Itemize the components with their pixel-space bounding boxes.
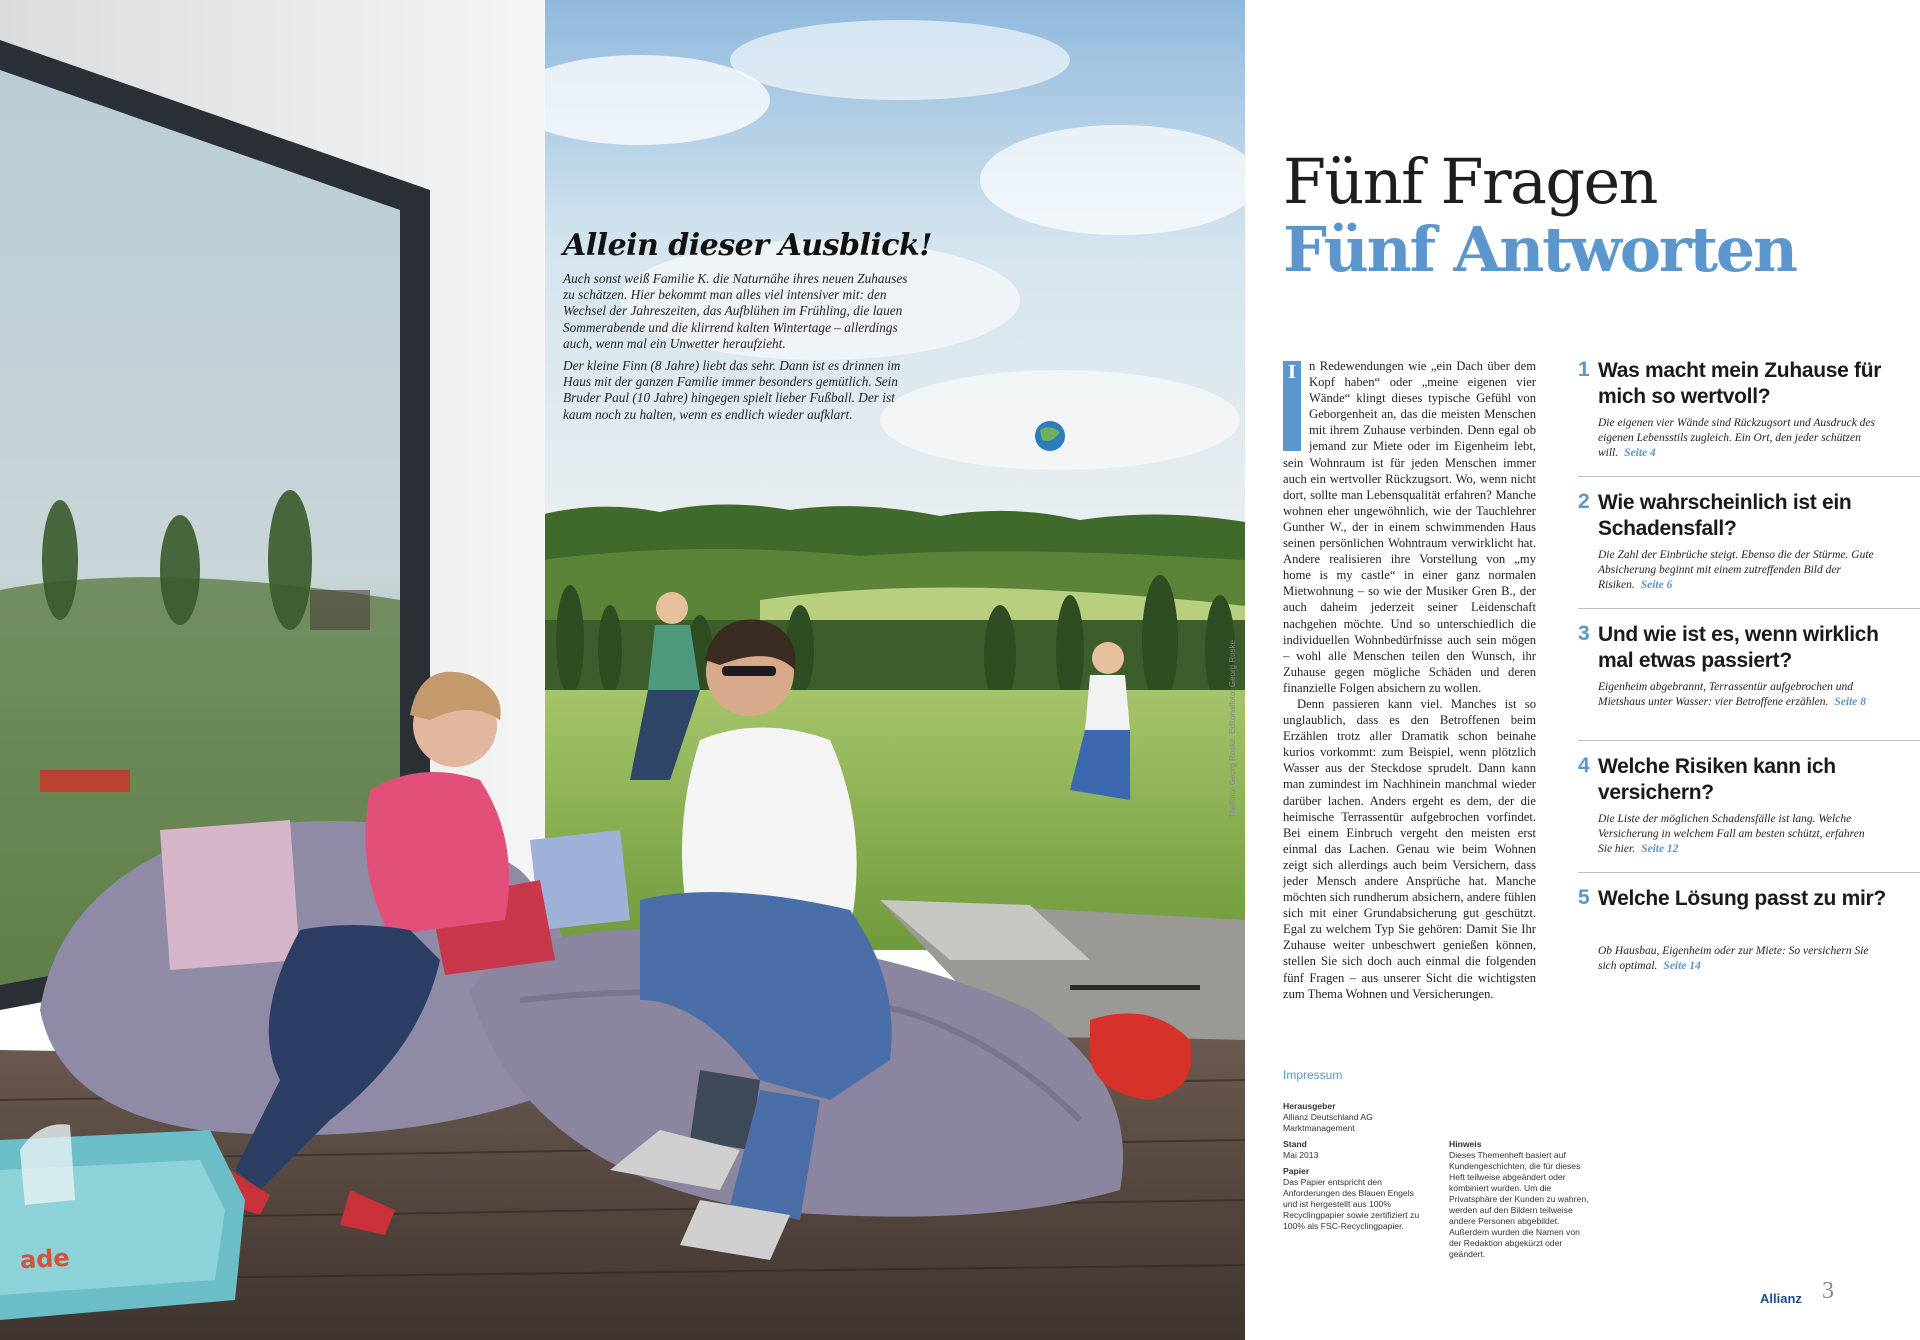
impressum-label: Hinweis bbox=[1449, 1139, 1482, 1149]
page-number: 3 bbox=[1822, 1278, 1834, 1304]
impressum-heading: Impressum bbox=[1283, 1068, 1343, 1082]
drop-cap: I bbox=[1283, 361, 1301, 451]
impressum-columns bbox=[1283, 1101, 1663, 1260]
caption-paragraph-2: Der kleine Finn (8 Jahre) liebt das sehr. Dann ist es drinnen im Haus mit der ganzen Familie immer besonders gemütlich. Sein Bruder Paul (10 Jahre) hingegen spielt lieber Fußball. Der ist kaum noch zu halten, wenn es endlich wieder aufklart. bbox=[563, 358, 901, 422]
impressum-value: Mai 2013 bbox=[1283, 1150, 1319, 1160]
question-number: 3 bbox=[1578, 622, 1590, 645]
question-number: 2 bbox=[1578, 490, 1590, 513]
question-item bbox=[1578, 886, 1920, 1018]
article-paragraph-1 bbox=[1283, 358, 1536, 696]
caption-paragraph-1: Auch sonst weiß Familie K. die Naturnähe ihres neuen Zuhauses zu schätzen. Hier bekommt man alles viel intensiver mit: den Wechsel der Jahreszeiten, das Aufblühen im Frühling, die lauen Sommerabende und die klirrend kalten Wintertage – allerdings auch, wenn mal ein Unwetter heraufzieht. bbox=[563, 271, 908, 351]
divider bbox=[1578, 872, 1920, 873]
question-description bbox=[1598, 944, 1878, 974]
impressum-label: Stand bbox=[1283, 1139, 1307, 1149]
question-number: 1 bbox=[1578, 358, 1590, 381]
question-description-text: Eigenheim abgebrannt, Terrassentür aufgebrochen und Mietshaus unter Wasser: vier Betroffene erzählen. bbox=[1598, 681, 1854, 708]
question-list bbox=[1578, 358, 1920, 1018]
question-title: Wie wahrscheinlich ist ein Schadensfall? bbox=[1598, 491, 1852, 540]
question-description bbox=[1598, 416, 1878, 461]
divider bbox=[1578, 740, 1920, 741]
question-page-link[interactable]: Seite 6 bbox=[1640, 579, 1673, 591]
headline-line-2: Fünf Antworten bbox=[1283, 213, 1796, 286]
article-paragraph-2: Denn passieren kann viel. Manches ist so unglaublich, dass es den Betroffenen beim Erzählen trotz aller Dramatik schon beinahe kurios vorkommt: zum Beispiel, wenn plötzlich Wasser aus der Steckdose sprudelt. Dann kann man zumindest im Nachhinein manchmal wieder darüber lachen. Anders ergeht es dem, der die heimische Terrassentür aufgebrochen vorfindet. Bei einem Einbruch vergeht den meisten erst einmal das Lachen. Genau wie beim Wohnen zeigt sich allerdings auch beim Versichern, dass jeder Mensch andere Ansprüche hat. Manche möchten sich rundherum absichern, andere fühlen sich mit einer Grundabsicherung gut geschützt. Egal zu welchem Typ Sie gehören: Damit Sie Ihr Zuhause weiter unbeschwert genießen können, stellen Sie sich doch auch einmal die folgenden fünf Fragen – aus unserer Sicht die wichtigsten zum Thema Wohnen und Versicherungen. bbox=[1283, 696, 1536, 1001]
page-headline bbox=[1283, 145, 1796, 286]
photo-credit: Titelfoto: Georg Roske; Editorialfoto: Georg Roske bbox=[1228, 639, 1237, 818]
question-item bbox=[1578, 358, 1920, 490]
question-description bbox=[1598, 812, 1878, 857]
question-number: 4 bbox=[1578, 754, 1590, 777]
question-title: Was macht mein Zuhause für mich so wertvoll? bbox=[1598, 359, 1882, 408]
divider bbox=[1578, 608, 1920, 609]
question-description-text: Die eigenen vier Wände sind Rückzugsort und Ausdruck des eigenen Lebensstils zugleich. Ein Ort, den jeder schützen will. bbox=[1598, 417, 1876, 459]
question-item bbox=[1578, 490, 1920, 622]
question-description bbox=[1598, 548, 1878, 593]
question-description-text: Die Liste der möglichen Schadensfälle ist lang. Welche Versicherung in welchem Fall am besten schützt, erfahren Sie hier. bbox=[1598, 813, 1865, 855]
question-page-link[interactable]: Seite 8 bbox=[1834, 696, 1867, 708]
article-body bbox=[1283, 358, 1536, 1002]
question-description bbox=[1598, 680, 1878, 710]
impressum-column-2 bbox=[1449, 1101, 1589, 1260]
impressum bbox=[1283, 1070, 1663, 1260]
photo-caption bbox=[563, 228, 932, 429]
question-page-link[interactable]: Seite 4 bbox=[1624, 447, 1656, 459]
headline-line-1: Fünf Fragen bbox=[1283, 145, 1657, 218]
question-page-link[interactable]: Seite 12 bbox=[1641, 843, 1679, 855]
question-title: Und wie ist es, wenn wirklich mal etwas passiert? bbox=[1598, 623, 1879, 672]
impressum-column-1 bbox=[1283, 1101, 1423, 1260]
impressum-value: Dieses Themenheft basiert auf Kundengeschichten, die für dieses Heft teilweise abgeändert oder kombiniert wurden. Um die Privatsphäre der Kunden zu wahren, werden auf den Bildern teilweise andere Personen abgebildet. Außerdem wurden die Namen von der Redaktion abgekürzt oder geändert. bbox=[1449, 1150, 1589, 1259]
impressum-value: Das Papier entspricht den Anforderungen des Blauen Engels und ist hergestellt aus 100% Recyclingpapier sowie zertifiziert zu 100% als FSC-Recyclingpapier. bbox=[1283, 1177, 1420, 1231]
question-page-link[interactable]: Seite 14 bbox=[1663, 960, 1701, 972]
question-description-text: Ob Hausbau, Eigenheim oder zur Miete: So versichern Sie sich optimal. bbox=[1598, 945, 1869, 972]
divider bbox=[1578, 476, 1920, 477]
page-footer bbox=[1760, 1276, 1920, 1310]
allianz-logo: Allianz bbox=[1760, 1291, 1802, 1306]
question-description-text: Die Zahl der Einbrüche steigt. Ebenso die der Stürme. Gute Absicherung beginnt mit einem zutreffenden Bild der Risiken. bbox=[1598, 549, 1874, 591]
impressum-label: Herausgeber bbox=[1283, 1101, 1336, 1111]
question-item bbox=[1578, 622, 1920, 754]
question-item bbox=[1578, 754, 1920, 886]
box-lettering: ade bbox=[19, 1243, 71, 1275]
impressum-value: Allianz Deutschland AG Marktmanagement bbox=[1283, 1112, 1373, 1133]
caption-heading: Allein dieser Ausblick! bbox=[563, 228, 932, 263]
article-paragraph-1-text: n Redewendungen wie „ein Dach über dem Kopf haben“ oder „meine eigenen vier Wände“ klingt dieses typische Gefühl von Geborgenheit an, das die meisten Menschen mit ihrem Zuhause verbinden. Denn egal ob jemand zur Miete oder im Eigenheim lebt, sein Wohnraum ist für jeden Menschen immer auch ein wertvoller Rückzugsort. Wo, wenn nicht dort, sollte man Lebensqualität erfahren? Manche wohnen eher ungewöhnlich, wie der Tauchlehrer Gunther W., der in einem schwimmenden Haus seinen persönlichen Wohntraum verwirklicht hat. Andere realisieren ihre Vorstellung von „my home is my castle“ in einer ganz normalen Mietwohnung – so wie der Musiker Gren B., der auch daheim jederzeit seiner Leidenschaft nachgehen möchte. Und so unterschiedlich die individuellen Wohnbedürfnisse auch sein mögen – wohl alle Menschen teilen den Wunsch, ihr Zuhause gegen mögliche Schäden und deren finanzielle Folgen absichern zu wollen. bbox=[1283, 359, 1536, 695]
question-title: Welche Risiken kann ich versichern? bbox=[1598, 755, 1836, 804]
question-title: Welche Lösung passt zu mir? bbox=[1598, 887, 1886, 910]
question-number: 5 bbox=[1578, 886, 1590, 909]
impressum-label: Papier bbox=[1283, 1166, 1310, 1176]
